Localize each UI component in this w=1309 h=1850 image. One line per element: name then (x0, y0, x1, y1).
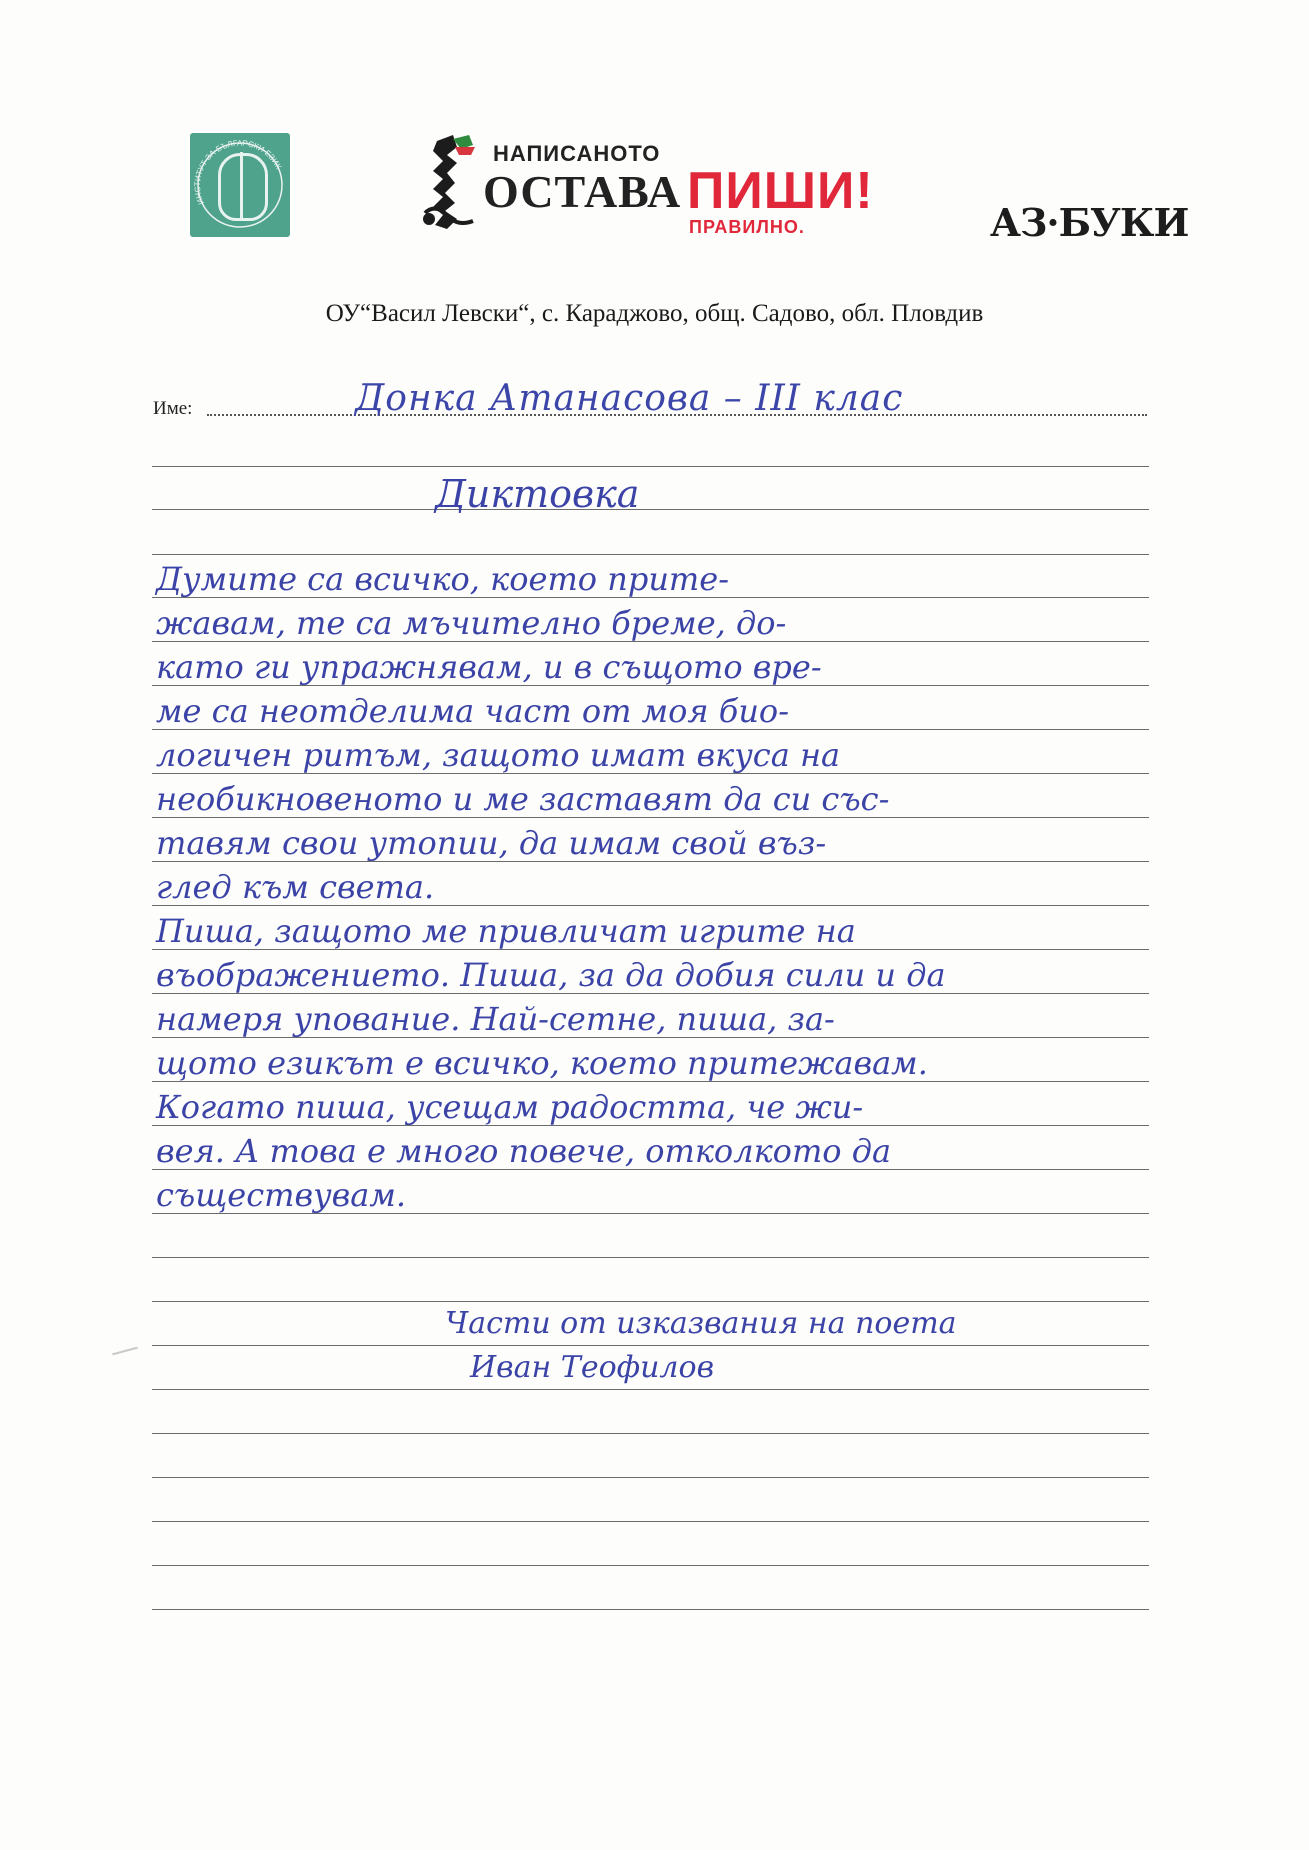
pishi-logo-main-text: ПИШИ! (687, 162, 874, 220)
scan-mark (112, 1347, 138, 1356)
handwritten-line: Думите са всичко, което прите- (156, 560, 730, 598)
ostava-logo-top-text: НАПИСАНОТО (493, 141, 661, 166)
handwritten-line: Когато пиша, усещам радостта, че жи- (156, 1088, 864, 1126)
handwritten-line: въображението. Пиша, за да добия сили и да (156, 956, 946, 994)
author-name: Иван Теофилов (470, 1350, 715, 1385)
ruled-line (152, 1257, 1149, 1258)
handwritten-line: щото езикът е всичко, което притежавам. (156, 1044, 928, 1082)
pishi-logo-sub-text: ПРАВИЛНО. (689, 217, 805, 237)
handwritten-line: Пиша, защото ме привличат игрите на (156, 912, 856, 950)
az-buki-logo: АЗ·БУКИ (990, 200, 1189, 245)
school-line: ОУ“Васил Левски“, с. Караджово, общ. Садово, обл. Пловдив (325, 300, 984, 327)
ostava-logo (417, 133, 887, 237)
handwritten-line: намеря упование. Най-сетне, пиша, за- (156, 1000, 835, 1038)
ruled-line (152, 466, 1149, 467)
student-name: Донка Атанасова – III клас (355, 378, 904, 419)
dictation-title: Диктовка (435, 472, 640, 516)
ruled-line (152, 1477, 1149, 1478)
ruled-line (152, 1301, 1149, 1302)
handwritten-line: жавам, те са мъчително бреме, до- (156, 604, 787, 642)
handwritten-line: ме са неотделима част от моя био- (156, 692, 789, 730)
handwritten-line: съществувам. (156, 1176, 407, 1214)
handwritten-line: логичен ритъм, защото имат вкуса на (156, 736, 841, 774)
svg-text:ИНСТИТУТ ЗА БЪЛГАРСКИ ЕЗИК: ИНСТИТУТ ЗА БЪЛГАРСКИ ЕЗИК (192, 138, 284, 206)
handwritten-line: като ги упражнявам, и в същото вре- (156, 648, 822, 686)
ruled-line (152, 1433, 1149, 1434)
ruled-line (152, 1389, 1149, 1390)
handwritten-line: тавям свои утопии, да имам свой въз- (156, 824, 827, 862)
institute-logo (190, 133, 290, 237)
handwritten-line: вея. А това е много повече, отколкото да (156, 1132, 892, 1170)
ruled-line (152, 1521, 1149, 1522)
handwritten-line: необикновеното и ме заставят да си със- (156, 780, 890, 818)
ruled-line (152, 1345, 1149, 1346)
ostava-logo-main-text: ОСТАВА (483, 166, 682, 217)
attribution-line: Части от изказвания на поета (445, 1306, 957, 1341)
ruled-line (152, 1609, 1149, 1610)
name-label: Име: (153, 398, 193, 419)
ornamental-initial-icon (417, 133, 487, 233)
ruled-line (152, 509, 1149, 510)
institute-monogram (218, 153, 268, 221)
ruled-line (152, 1565, 1149, 1566)
ruled-line (152, 554, 1149, 555)
handwritten-line: глед към света. (156, 868, 435, 906)
